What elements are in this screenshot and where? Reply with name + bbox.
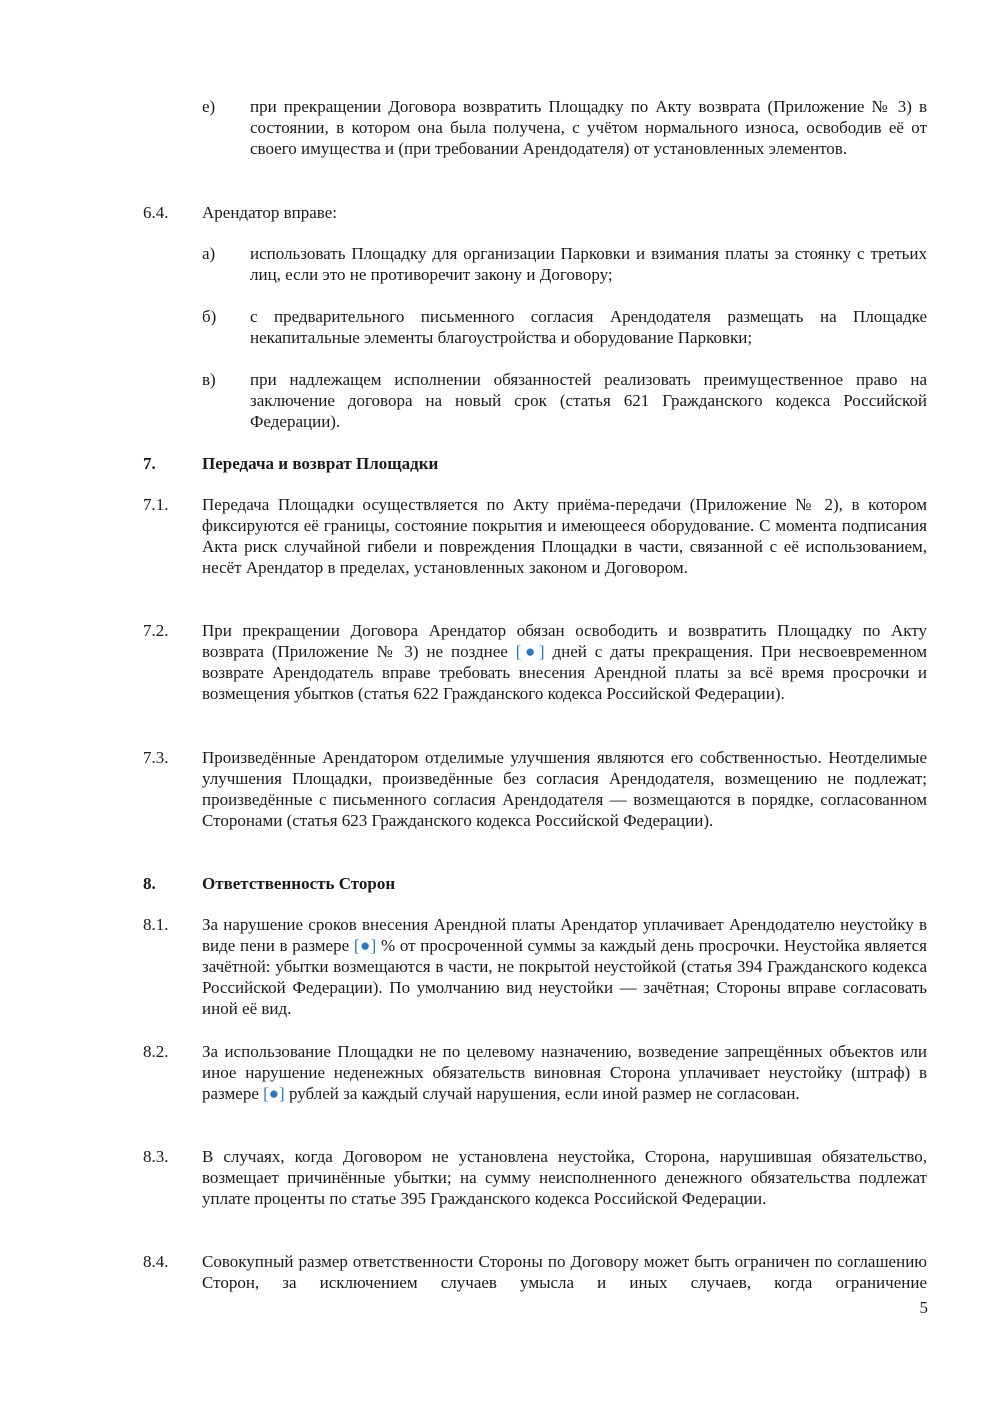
page-number: 5 [919,1298,928,1317]
clause-text-part: % от просроченной суммы за каждый день просрочки. Неустойка является зачётной: убытки возмещаются в части, не покрытой неустойкой (статья 394 Гражданского кодекса Российской Федерации). По умолчанию вид неустойки — зачётная; Стороны вправе согласовать иной её вид. [202,936,928,1018]
clause-text [202,1041,927,1104]
clause-text-part: При прекращении Договора Арендатор обязан освободить и возвратить Площадку по Акту возврата (Приложение № 3) не позднее [202,621,927,661]
clause-number: 8.2. [143,1042,169,1061]
clause-text-part: За использование Площадки не по целевому назначению, возведение запрещённых объектов или иное нарушение неденежных обязательств виновная Сторона уплачивает неустойку (штраф) в размере [202,1042,927,1103]
clause-text-part: За нарушение сроков внесения Арендной платы Арендатор уплачивает Арендодателю неустойку в виде пени в размере [202,915,927,955]
clause-text [202,620,927,704]
clause-text: Арендатор вправе: [202,203,337,222]
blank-placeholder: [●] [263,1084,285,1103]
blank-placeholder: [●] [515,642,545,661]
section-number: 7. [143,454,156,473]
section-number: 8. [143,874,156,893]
clause-number: 7.2. [143,621,169,640]
clause-number: 6.4. [143,203,169,222]
clause-text-part: дней с даты прекращения. При несвоевременном возврате Арендодатель вправе требовать внесения Арендной платы за всё время просрочки и возмещения убытков (статья 622 Гражданского кодекса Российской Федерации). [202,642,928,703]
item-label: в) [202,370,216,389]
clause-number: 8.4. [143,1252,169,1271]
clause-text: В случаях, когда Договором не установлена неустойка, Сторона, нарушившая обязательство, возмещает причинённые убытки; на сумму неисполненного денежного обязательства подлежат уплате проценты по статье 395 Гражданского кодекса Российской Федерации. [202,1147,927,1208]
section-title: Передача и возврат Площадки [202,454,439,473]
item-text: при прекращении Договора возвратить Площадку по Акту возврата (Приложение № 3) в состоянии, в котором она была получена, с учётом нормального износа, освободив её от своего имущества и (при требовании Арендодателя) от установленных элементов. [250,97,927,158]
clause-text [202,914,927,1019]
item-text: использовать Площадку для организации Парковки и взимания платы за стоянку с третьих лиц, если это не противоречит закону и Договору; [250,244,927,284]
clause-text-part: рублей за каждый случай нарушения, если иной размер не согласован. [284,1084,800,1103]
clause-text: Совокупный размер ответственности Стороны по Договору может быть ограничен по соглашению Сторон, за исключением случаев умысла и иных случаев, когда ограничение [202,1252,927,1292]
clause-number: 8.1. [143,915,169,934]
clause-number: 8.3. [143,1147,169,1166]
clause-text: Произведённые Арендатором отделимые улучшения являются его собственностью. Неотделимые улучшения Площадки, произведённые без согласия Арендодателя, возмещению не подлежат; произведённые с письменного согласия Арендодателя — возмещаются в порядке, согласованном Сторонами (статья 623 Гражданского кодекса Российской Федерации). [202,748,927,830]
blank-placeholder: [●] [353,936,377,955]
clause-number: 7.3. [143,748,169,767]
item-text: с предварительного письменного согласия Арендодателя размещать на Площадке некапитальные элементы благоустройства и оборудование Парковки; [250,307,927,347]
clause-text: Передача Площадки осуществляется по Акту приёма-передачи (Приложение № 2), в котором фиксируются её границы, состояние покрытия и имеющееся оборудование. С момента подписания Акта риск случайной гибели и повреждения Площадки в части, связанной с её использованием, несёт Арендатор в пределах, установленных законом и Договором. [202,495,927,577]
item-label: б) [202,307,217,326]
section-title: Ответственность Сторон [202,874,396,893]
clause-number: 7.1. [143,495,169,514]
item-text: при надлежащем исполнении обязанностей реализовать преимущественное право на заключение договора на новый срок (статья 621 Гражданского кодекса Российской Федерации). [250,370,927,431]
item-label: е) [202,97,216,116]
item-label: а) [202,244,216,263]
